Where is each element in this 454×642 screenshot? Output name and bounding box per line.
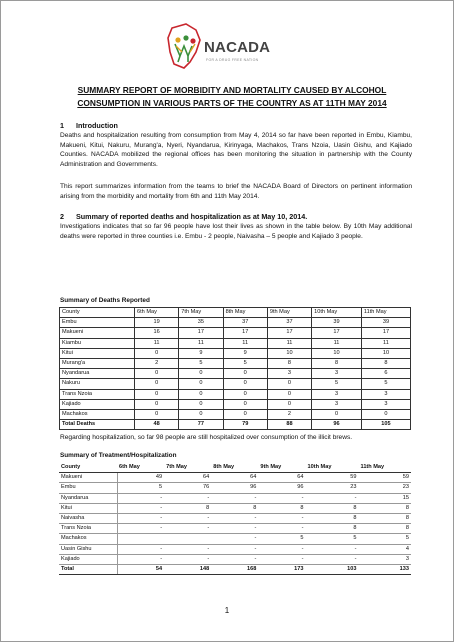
treatment-value-cell: 49 (117, 473, 164, 483)
deaths-value-cell: 11 (267, 338, 311, 348)
treatment-value-cell: 23 (306, 483, 359, 493)
deaths-value-cell: 0 (267, 389, 311, 399)
treatment-county-cell: Embu (59, 483, 117, 493)
deaths-value-cell: 17 (179, 328, 223, 338)
deaths-value-cell: 35 (179, 318, 223, 328)
deaths-value-cell: 0 (135, 369, 179, 379)
deaths-value-cell: 5 (361, 379, 410, 389)
treatment-row (59, 514, 411, 524)
deaths-value-cell: 9 (179, 348, 223, 358)
deaths-value-cell: 3 (267, 369, 311, 379)
deaths-value-cell: 6 (361, 369, 410, 379)
treatment-row (59, 483, 411, 493)
deaths-value-cell: 3 (312, 369, 362, 379)
deaths-value-cell: 0 (312, 410, 362, 420)
deaths-value-cell: 0 (223, 389, 267, 399)
treatment-value-cell: 8 (258, 503, 305, 513)
deaths-header-cell: 8th May (223, 308, 267, 318)
deaths-row (60, 338, 411, 348)
deaths-total-cell: 96 (312, 420, 362, 430)
treatment-value-cell: 8 (211, 503, 258, 513)
treatment-value-cell (117, 534, 164, 544)
deaths-value-cell: 8 (361, 359, 410, 369)
deaths-value-cell: 0 (179, 369, 223, 379)
treatment-header-cell: County (59, 463, 117, 473)
section-1-heading (60, 121, 118, 130)
treatment-header-cell: 11th May (359, 463, 411, 473)
treatment-county-cell: Makueni (59, 473, 117, 483)
treatment-total-cell: 103 (306, 565, 359, 575)
deaths-value-cell: 5 (312, 379, 362, 389)
treatment-value-cell: - (211, 514, 258, 524)
treatment-value-cell: 23 (359, 483, 411, 493)
report-title-line-2: CONSUMPTION IN VARIOUS PARTS OF THE COUNTRY AS AT 11TH MAY 2014 (77, 97, 387, 108)
deaths-value-cell: 19 (135, 318, 179, 328)
treatment-value-cell: 96 (211, 483, 258, 493)
deaths-value-cell: 11 (223, 338, 267, 348)
deaths-total-cell: 48 (135, 420, 179, 430)
treatment-value-cell: - (164, 524, 211, 534)
treatment-value-cell: - (117, 514, 164, 524)
treatment-county-cell: Nyandarua (59, 493, 117, 503)
deaths-value-cell: 0 (223, 399, 267, 409)
deaths-row (60, 389, 411, 399)
deaths-value-cell: 10 (267, 348, 311, 358)
deaths-value-cell: 0 (267, 379, 311, 389)
deaths-row (60, 328, 411, 338)
section-2-paragraph: Investigations indicates that so far 96 people have lost their lives as shown in the table below. By 10th May additional deaths were reported in three counties i.e. Embu - 2 people, Naivasha – 5 people and Kajiado 3 people. (60, 223, 412, 240)
deaths-value-cell: 2 (135, 359, 179, 369)
deaths-value-cell: 0 (179, 389, 223, 399)
deaths-table (59, 307, 411, 430)
treatment-value-cell: - (117, 544, 164, 554)
treatment-value-cell (164, 534, 211, 544)
deaths-header-row (60, 308, 411, 318)
deaths-total-cell: 88 (267, 420, 311, 430)
treatment-value-cell: 8 (359, 503, 411, 513)
deaths-value-cell: 11 (135, 338, 179, 348)
treatment-county-cell: Kitui (59, 503, 117, 513)
treatment-value-cell: - (258, 544, 305, 554)
treatment-value-cell: 5 (306, 534, 359, 544)
treatment-value-cell: - (211, 534, 258, 544)
deaths-value-cell: 0 (223, 369, 267, 379)
deaths-row (60, 318, 411, 328)
treatment-header-row (59, 463, 411, 473)
deaths-value-cell: 16 (135, 328, 179, 338)
treatment-county-cell: Kajiado (59, 554, 117, 564)
treatment-row (59, 503, 411, 513)
deaths-total-cell: 105 (361, 420, 410, 430)
deaths-header-cell: 7th May (179, 308, 223, 318)
deaths-value-cell: 0 (267, 399, 311, 409)
deaths-row (60, 399, 411, 409)
deaths-value-cell: 37 (223, 318, 267, 328)
section-2-title: Summary of reported deaths and hospitalization as at May 10, 2014. (76, 212, 308, 221)
treatment-value-cell: - (164, 554, 211, 564)
treatment-total-label: Total (59, 565, 117, 575)
deaths-value-cell: 10 (361, 348, 410, 358)
deaths-total-cell: 77 (179, 420, 223, 430)
deaths-value-cell: 0 (179, 379, 223, 389)
treatment-value-cell: 3 (359, 554, 411, 564)
treatment-value-cell: - (306, 544, 359, 554)
deaths-value-cell: 0 (179, 410, 223, 420)
treatment-header-cell: 10th May (306, 463, 359, 473)
treatment-value-cell: - (258, 524, 305, 534)
treatment-value-cell: 76 (164, 483, 211, 493)
deaths-total-row (60, 420, 411, 430)
hospitalization-note: Regarding hospitalization, so far 98 people are still hospitalized over consumption of the illicit brews. (60, 434, 353, 441)
deaths-value-cell: 0 (223, 410, 267, 420)
treatment-total-cell: 168 (211, 565, 258, 575)
deaths-value-cell: 17 (312, 328, 362, 338)
deaths-value-cell: 11 (361, 338, 410, 348)
deaths-county-cell: Embu (60, 318, 135, 328)
deaths-value-cell: 0 (135, 399, 179, 409)
deaths-header-cell: County (60, 308, 135, 318)
intro-paragraph-1: Deaths and hospitalization resulting from consumption from May 4, 2014 so far have been reported in Embu, Kiambu, Makueni, Kitui, Nakuru, Murang'a, Nyeri, Nyandarua, Kirinyaga, Machakos, Trans Nzoia, Uasin Gishu, and Kajiado Counties. NACADA mobilized the regional offices has been monitoring the situation in partnership with the County Administration and Governments. (60, 132, 412, 169)
section-1-title: Introduction (76, 121, 118, 130)
deaths-header-cell: 11th May (361, 308, 410, 318)
deaths-county-cell: Trans Nzoia (60, 389, 135, 399)
treatment-row (59, 493, 411, 503)
deaths-table-caption: Summary of Deaths Reported (60, 297, 150, 304)
treatment-value-cell: 5 (258, 534, 305, 544)
treatment-value-cell: - (258, 514, 305, 524)
deaths-value-cell: 3 (312, 399, 362, 409)
section-2-heading (60, 212, 307, 221)
treatment-value-cell: - (117, 493, 164, 503)
deaths-value-cell: 17 (361, 328, 410, 338)
treatment-row (59, 524, 411, 534)
deaths-value-cell: 37 (267, 318, 311, 328)
treatment-value-cell: 8 (306, 524, 359, 534)
report-title-line-1: SUMMARY REPORT OF MORBIDITY AND MORTALITY CAUSED BY ALCOHOL (77, 85, 387, 95)
deaths-row (60, 379, 411, 389)
deaths-value-cell: 11 (312, 338, 362, 348)
deaths-value-cell: 0 (135, 389, 179, 399)
treatment-value-cell: - (164, 544, 211, 554)
treatment-row (59, 544, 411, 554)
deaths-county-cell: Murang'a (60, 359, 135, 369)
deaths-value-cell: 39 (361, 318, 410, 328)
deaths-value-cell: 0 (135, 410, 179, 420)
section-1-number: 1 (60, 121, 64, 130)
deaths-total-label: Total Deaths (60, 420, 135, 430)
treatment-value-cell: - (306, 493, 359, 503)
deaths-row (60, 369, 411, 379)
treatment-value-cell: 8 (306, 514, 359, 524)
treatment-value-cell: 15 (359, 493, 411, 503)
deaths-value-cell: 0 (361, 410, 410, 420)
deaths-value-cell: 5 (179, 359, 223, 369)
deaths-header-cell: 6th May (135, 308, 179, 318)
treatment-value-cell: - (258, 554, 305, 564)
treatment-value-cell: - (211, 493, 258, 503)
deaths-county-cell: Kitui (60, 348, 135, 358)
treatment-value-cell: 8 (306, 503, 359, 513)
treatment-value-cell: 64 (258, 473, 305, 483)
treatment-value-cell: 5 (117, 483, 164, 493)
treatment-value-cell: 8 (164, 503, 211, 513)
deaths-value-cell: 2 (267, 410, 311, 420)
treatment-row (59, 473, 411, 483)
deaths-value-cell: 39 (312, 318, 362, 328)
treatment-value-cell: 64 (211, 473, 258, 483)
treatment-value-cell: 4 (359, 544, 411, 554)
deaths-county-cell: Nyandarua (60, 369, 135, 379)
deaths-row (60, 410, 411, 420)
deaths-header-cell: 9th May (267, 308, 311, 318)
treatment-row (59, 554, 411, 564)
treatment-value-cell: - (117, 524, 164, 534)
treatment-table (59, 463, 411, 575)
treatment-total-cell: 173 (258, 565, 305, 575)
treatment-total-cell: 148 (164, 565, 211, 575)
treatment-value-cell: - (211, 554, 258, 564)
deaths-value-cell: 8 (312, 359, 362, 369)
deaths-value-cell: 5 (223, 359, 267, 369)
logo-name: NACADA (204, 39, 271, 56)
treatment-value-cell: - (211, 524, 258, 534)
deaths-value-cell: 3 (361, 399, 410, 409)
deaths-value-cell: 0 (135, 348, 179, 358)
deaths-county-cell: Machakos (60, 410, 135, 420)
deaths-value-cell: 10 (312, 348, 362, 358)
treatment-value-cell: 64 (164, 473, 211, 483)
logo-tagline: FOR A DRUG FREE NATION (206, 58, 259, 62)
deaths-total-cell: 79 (223, 420, 267, 430)
deaths-county-cell: Nakuru (60, 379, 135, 389)
treatment-county-cell: Machakos (59, 534, 117, 544)
deaths-value-cell: 8 (267, 359, 311, 369)
deaths-value-cell: 9 (223, 348, 267, 358)
deaths-value-cell: 11 (179, 338, 223, 348)
page-number: 1 (224, 606, 230, 615)
treatment-header-cell: 6th May (117, 463, 164, 473)
deaths-value-cell: 3 (361, 389, 410, 399)
treatment-value-cell: 59 (306, 473, 359, 483)
deaths-value-cell: 3 (312, 389, 362, 399)
treatment-county-cell: Uasin Gishu (59, 544, 117, 554)
treatment-value-cell: 96 (258, 483, 305, 493)
treatment-value-cell: 8 (359, 524, 411, 534)
deaths-county-cell: Kiambu (60, 338, 135, 348)
deaths-county-cell: Kajiado (60, 399, 135, 409)
treatment-county-cell: Naivasha (59, 514, 117, 524)
report-title (46, 84, 418, 109)
treatment-total-row (59, 565, 411, 575)
treatment-value-cell: - (117, 554, 164, 564)
deaths-value-cell: 17 (267, 328, 311, 338)
deaths-value-cell: 0 (223, 379, 267, 389)
deaths-header-cell: 10th May (312, 308, 362, 318)
section-2-number: 2 (60, 212, 64, 221)
treatment-row (59, 534, 411, 544)
treatment-value-cell: 5 (359, 534, 411, 544)
deaths-value-cell: 17 (223, 328, 267, 338)
intro-paragraph-2: This report summarizes information from the teams to brief the NACADA Board of Directors on pertinent information arising from the morbidity and mortality from 6th and 11th May 2014. (60, 183, 412, 200)
treatment-total-cell: 133 (359, 565, 411, 575)
treatment-table-caption: Summary of Treatment/Hospitalization (60, 452, 177, 459)
treatment-value-cell: 59 (359, 473, 411, 483)
deaths-county-cell: Makueni (60, 328, 135, 338)
treatment-county-cell: Trans Nzoia (59, 524, 117, 534)
treatment-value-cell: - (164, 493, 211, 503)
treatment-value-cell: - (306, 554, 359, 564)
treatment-value-cell: - (117, 503, 164, 513)
treatment-value-cell: - (211, 544, 258, 554)
treatment-header-cell: 9th May (258, 463, 305, 473)
deaths-row (60, 348, 411, 358)
deaths-row (60, 359, 411, 369)
treatment-value-cell: - (164, 514, 211, 524)
treatment-value-cell: - (258, 493, 305, 503)
deaths-value-cell: 0 (179, 399, 223, 409)
treatment-header-cell: 8th May (211, 463, 258, 473)
treatment-header-cell: 7th May (164, 463, 211, 473)
treatment-value-cell: 8 (359, 514, 411, 524)
treatment-total-cell: 54 (117, 565, 164, 575)
deaths-value-cell: 0 (135, 379, 179, 389)
